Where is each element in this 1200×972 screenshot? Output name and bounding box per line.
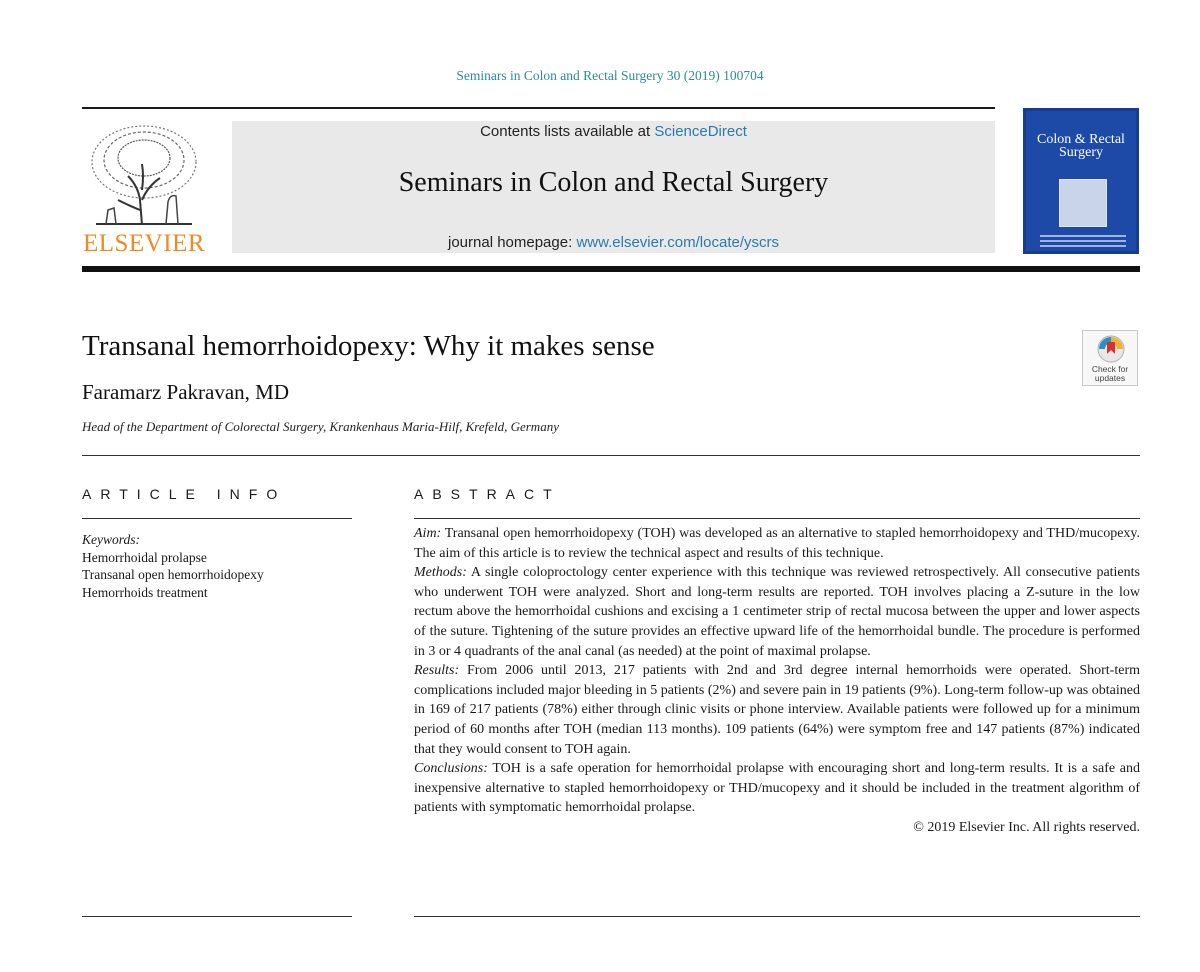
- abstract-bottom-divider: [414, 916, 1140, 917]
- abstract-divider: [414, 518, 1140, 519]
- journal-title: Seminars in Colon and Rectal Surgery: [398, 167, 829, 198]
- aim-label: Aim:: [414, 526, 442, 541]
- author-name[interactable]: Faramarz Pakravan, MD: [82, 380, 290, 404]
- top-divider: [82, 107, 995, 109]
- copyright-notice: © 2019 Elsevier Inc. All rights reserved.: [913, 819, 1140, 835]
- keyword-item[interactable]: Hemorrhoidal prolapse: [82, 549, 207, 565]
- article-info-heading: ARTICLE INFO: [82, 486, 287, 502]
- methods-label: Methods:: [414, 565, 467, 581]
- conclusions-label: Conclusions:: [414, 761, 488, 777]
- contents-line: [232, 123, 995, 140]
- sciencedirect-link[interactable]: ScienceDirect: [654, 123, 747, 140]
- section-divider: [82, 455, 1140, 456]
- check-for-updates-label: Check for updates: [1091, 364, 1129, 383]
- cover-text-lines: [1040, 235, 1126, 250]
- homepage-line: [232, 234, 995, 251]
- keyword-item[interactable]: Hemorrhoids treatment: [82, 584, 208, 600]
- article-title: Transanal hemorrhoidopexy: Why it makes sense: [82, 330, 655, 362]
- cover-illustration: [1059, 179, 1107, 227]
- methods-text: A single coloproctology center experience with this technique was reviewed retrospectively. All consecutive patients who underwent TOH were analyzed. Short and long-term results are reported. TOH involves placing a Z-suture in the low rectum above the hemorrhoidal cushions and excising a 1 centimeter strip of rectal mucosa between the upper and lower aspects of the suture. Tightening of the suture provides an effective upward life of the hemorrhoidal bundle. The procedure is performed in 3 or 4 quadrants of the anal canal (as needed) at the point of maximal prolapse.: [414, 565, 1140, 659]
- crossmark-icon: [1096, 334, 1126, 364]
- tree-icon: [82, 120, 206, 228]
- journal-reference[interactable]: Seminars in Colon and Rectal Surgery 30 (2019) 100704: [456, 68, 764, 83]
- abstract-heading: ABSTRACT: [414, 486, 561, 502]
- article-info-bottom-divider: [82, 916, 352, 917]
- cover-title: Colon & Rectal Surgery: [1037, 132, 1125, 160]
- aim-text: Transanal open hemorrhoidopexy (TOH) was developed as an alternative to stapled hemorrhoidopexy and THD/mucopexy. The aim of this article is to review the technical aspect and results of this technique.: [414, 526, 1141, 561]
- abstract-conclusions: [414, 759, 1140, 818]
- abstract-aim: [414, 524, 1140, 563]
- keywords-block: [82, 531, 362, 601]
- results-text: From 2006 until 2013, 217 patients with 2nd and 3rd degree internal hemorrhoids were operated. Short-term complications included major bleeding in 5 patients (2%) and severe pain in 19 patients (9%). Long-term follow-up was obtained in 169 of 217 patients (78%) either through clinic visits or phone interview. Available patients were followed up for a minimum period of 60 months after TOH (median 113 months). 109 patients (64%) were symptom free and 147 patients (87%) indicated that they would consent to TOH again.: [414, 663, 1140, 757]
- elsevier-logo[interactable]: [82, 120, 206, 260]
- results-label: Results:: [414, 663, 460, 679]
- author-affiliation: Head of the Department of Colorectal Surgery, Krankenhaus Maria-Hilf, Krefeld, Germany: [82, 419, 559, 434]
- conclusions-text: TOH is a safe operation for hemorrhoidal prolapse with encouraging short and long-term results. It is a safe and inexpensive alternative to stapled hemorrhoidopexy or THD/mucopexy and it should be included in the treatment algorithm of patients with symptomatic hemorrhoidal prolapse.: [414, 761, 1141, 816]
- article-info-divider: [82, 518, 352, 519]
- check-for-updates-button[interactable]: [1082, 330, 1138, 386]
- keyword-item[interactable]: Transanal open hemorrhoidopexy: [82, 567, 264, 582]
- abstract-body: [414, 524, 1140, 838]
- header-thick-divider: [82, 266, 1140, 272]
- abstract-results: [414, 661, 1140, 759]
- keywords-label: Keywords:: [82, 532, 140, 547]
- journal-cover[interactable]: [1023, 108, 1139, 254]
- abstract-methods: [414, 563, 1140, 661]
- publisher-logo-text: ELSEVIER: [82, 230, 206, 257]
- homepage-prefix: journal homepage:: [448, 234, 577, 251]
- journal-banner: [232, 121, 995, 253]
- journal-homepage-link[interactable]: www.elsevier.com/locate/yscrs: [576, 234, 779, 251]
- contents-prefix: Contents lists available at: [480, 123, 655, 140]
